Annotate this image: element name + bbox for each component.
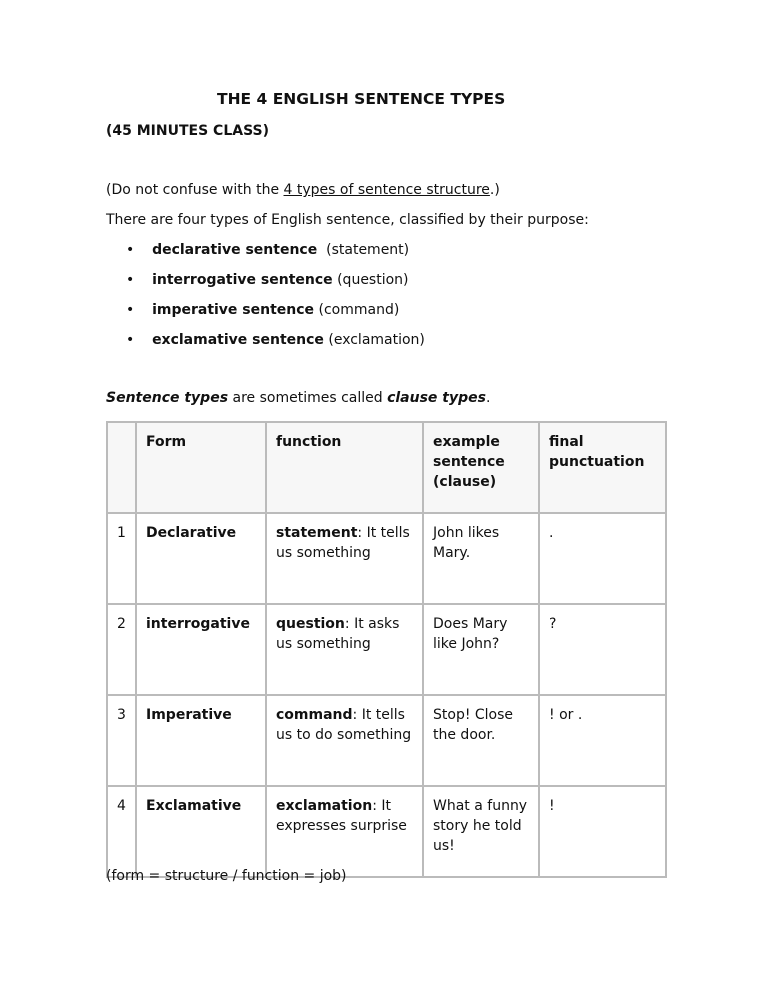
sentence-types-table [106, 421, 667, 878]
bullet-item: • interrogative sentence (question) [126, 272, 409, 288]
term-sentence-types: Sentence types [106, 390, 229, 406]
bullet-desc: (question) [337, 272, 409, 288]
row-number: 2 [107, 604, 136, 695]
clause-text: are sometimes called [228, 390, 388, 406]
header-cell: final punctuation [539, 422, 666, 513]
function-desc: : It tells us something [276, 525, 410, 561]
doc-title: THE 4 ENGLISH SENTENCE TYPES [217, 90, 506, 108]
function-cell [266, 604, 423, 695]
footer-note: (form = structure / function = job) [106, 868, 347, 884]
header-cell: Form [136, 422, 266, 513]
clause-period: . [485, 390, 491, 406]
bullet-term: declarative sentence [152, 242, 318, 258]
header-cell: example sentence (clause) [423, 422, 539, 513]
note-text-end: .) [489, 182, 500, 198]
function-cell [266, 513, 423, 604]
bullet-desc: (statement) [326, 242, 410, 258]
function-term: command [276, 707, 353, 723]
bullet-item: • exclamative sentence (exclamation) [126, 332, 425, 348]
function-term: question [276, 616, 345, 632]
table-header-row [107, 422, 666, 513]
function-desc: : It expresses surprise [276, 798, 407, 834]
header-cell: function [266, 422, 423, 513]
bullet-desc: (command) [318, 302, 400, 318]
punctuation-cell: . [539, 513, 666, 604]
row-number: 1 [107, 513, 136, 604]
table-row [107, 513, 666, 604]
bullet-item: • declarative sentence (statement) [126, 242, 410, 258]
structure-link[interactable]: 4 types of sentence structure [283, 182, 490, 198]
note-line [106, 182, 500, 198]
header-cell [107, 422, 136, 513]
clause-line [106, 390, 490, 406]
function-desc: : It asks us something [276, 616, 400, 652]
note-text: (Do not confuse with the [106, 182, 284, 198]
form-cell: Exclamative [136, 786, 266, 877]
function-cell [266, 695, 423, 786]
punctuation-cell: ? [539, 604, 666, 695]
function-cell [266, 786, 423, 877]
bullet-term: exclamative sentence [152, 332, 324, 348]
row-number: 3 [107, 695, 136, 786]
example-cell: John likes Mary. [423, 513, 539, 604]
form-cell: Imperative [136, 695, 266, 786]
term-clause-types: clause types [387, 390, 486, 406]
function-term: statement [276, 525, 358, 541]
example-cell: Does Mary like John? [423, 604, 539, 695]
doc-subtitle: (45 MINUTES CLASS) [106, 123, 270, 139]
intro-text: There are four types of English sentence, classified by their purpose: [106, 212, 589, 228]
table-row [107, 695, 666, 786]
punctuation-cell: ! or . [539, 695, 666, 786]
function-desc: : It tells us to do something [276, 707, 412, 743]
punctuation-cell: ! [539, 786, 666, 877]
table-row [107, 604, 666, 695]
bullet-term: interrogative sentence [152, 272, 333, 288]
form-cell: interrogative [136, 604, 266, 695]
form-cell: Declarative [136, 513, 266, 604]
example-cell: What a funny story he told us! [423, 786, 539, 877]
row-number: 4 [107, 786, 136, 877]
bullet-desc: (exclamation) [328, 332, 425, 348]
table-row [107, 786, 666, 877]
bullet-item: • imperative sentence (command) [126, 302, 400, 318]
example-cell: Stop! Close the door. [423, 695, 539, 786]
bullet-term: imperative sentence [152, 302, 315, 318]
function-term: exclamation [276, 798, 373, 814]
